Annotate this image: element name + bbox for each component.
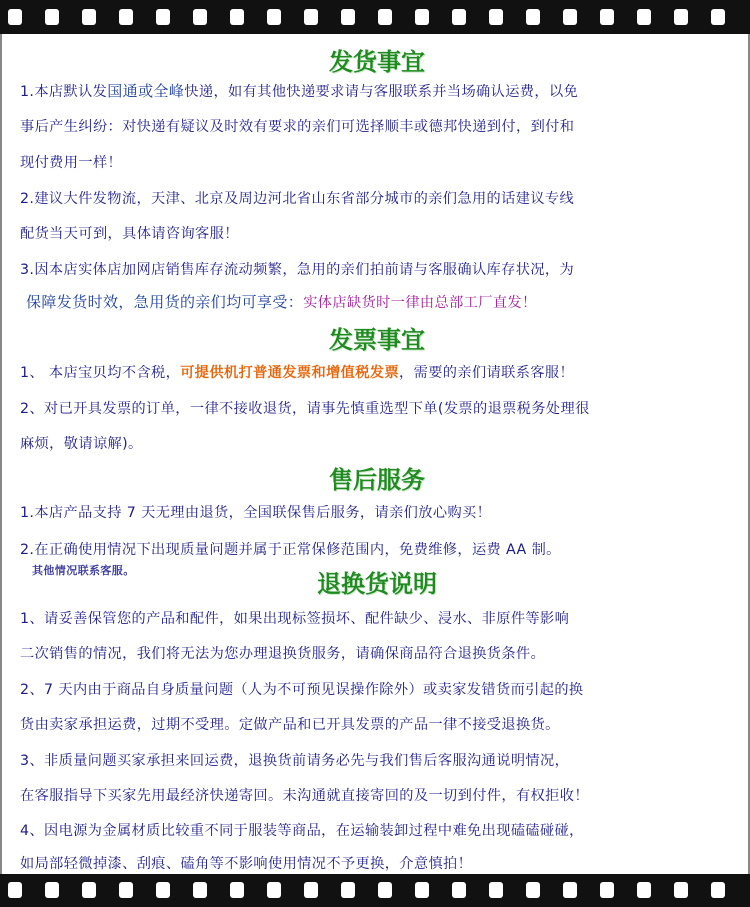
- invoice-line-3: 麻烦，敬请谅解)。: [20, 436, 143, 452]
- invoice-line-2: 2、对已开具发票的订单，一律不接收退货，请事先慎重选型下单(发票的退票税务处理很: [20, 401, 590, 417]
- returns-line-4: 货由卖家承担运费，过期不受理。定做产品和已开具发票的产品一律不接受退换货。: [20, 717, 560, 733]
- aftersales-line-2: 2.在正确使用情况下出现质量问题并属于正常保修范围内，免费维修，运费 AA 制。: [20, 542, 561, 558]
- invoice-line-1: 1、 本店宝贝均不含税，可提供机打普通发票和增值税发票，需要的亲们请联系客服！: [20, 365, 575, 381]
- returns-line-7: 4、因电源为金属材质比较重不同于服装等商品，在运输装卸过程中难免出现磕磕碰碰，: [20, 823, 584, 839]
- returns-line-3: 2、7 天内由于商品自身质量问题（人为不可预见误操作除外）或卖家发错货而引起的换: [20, 682, 584, 698]
- film-strip-top: [0, 0, 750, 34]
- shipping-line-6: 3.因本店实体店加网店销售库存流动频繁，急用的亲们拍前请与客服确认库存状况，为: [20, 262, 575, 278]
- section-title-returns: 退换货说明: [317, 569, 437, 598]
- returns-line-1: 1、请妥善保管您的产品和配件，如果出现标签损坏、配件缺少、浸水、非原件等影响: [20, 611, 570, 627]
- shipping-line-4: 2.建议大件发物流，天津、北京及周边河北省山东省部分城市的亲们急用的话建议专线: [20, 191, 575, 207]
- shipping-line-2: 事后产生纠纷：对快递有疑议及时效有要求的亲们可选择顺丰或德邦快递到付，到付和: [20, 119, 575, 135]
- policy-document: [0, 34, 750, 874]
- section-title-aftersales: 售后服务: [329, 465, 425, 494]
- returns-line-6: 在客服指导下买家先用最经济快递寄回。未沟通就直接寄回的及一切到付件，有权拒收！: [20, 788, 589, 804]
- shipping-line-7: 保障发货时效，急用货的亲们均可享受：实体店缺货时一律由总部工厂直发！: [26, 293, 537, 311]
- aftersales-line-1: 1.本店产品支持 7 天无理由退货，全国联保售后服务，请亲们放心购买！: [20, 505, 492, 521]
- returns-line-2: 二次销售的情况，我们将无法为您办理退换货服务，请确保商品符合退换货条件。: [20, 646, 546, 662]
- film-holes-bottom: [0, 882, 750, 898]
- section-title-invoice: 发票事宜: [329, 325, 425, 354]
- returns-line-5: 3、非质量问题买家承担来回运费，退换货前请务必先与我们售后客服沟通说明情况，: [20, 753, 570, 769]
- aftersales-line-3: 其他情况联系客服。: [32, 564, 135, 577]
- film-holes-top: [0, 9, 750, 25]
- shipping-line-3: 现付费用一样！: [20, 155, 123, 171]
- shipping-line-5: 配货当天可到，具体请咨询客服！: [20, 226, 239, 242]
- film-strip-bottom: [0, 874, 750, 907]
- section-title-shipping: 发货事宜: [329, 47, 425, 76]
- returns-line-8: 如局部轻微掉漆、刮痕、磕角等不影响使用情况不予更换，介意慎拍！: [20, 856, 473, 872]
- shipping-line-1: 1.本店默认发国通或全峰快递，如有其他快递要求请与客服联系并当场确认运费，以免: [20, 82, 579, 100]
